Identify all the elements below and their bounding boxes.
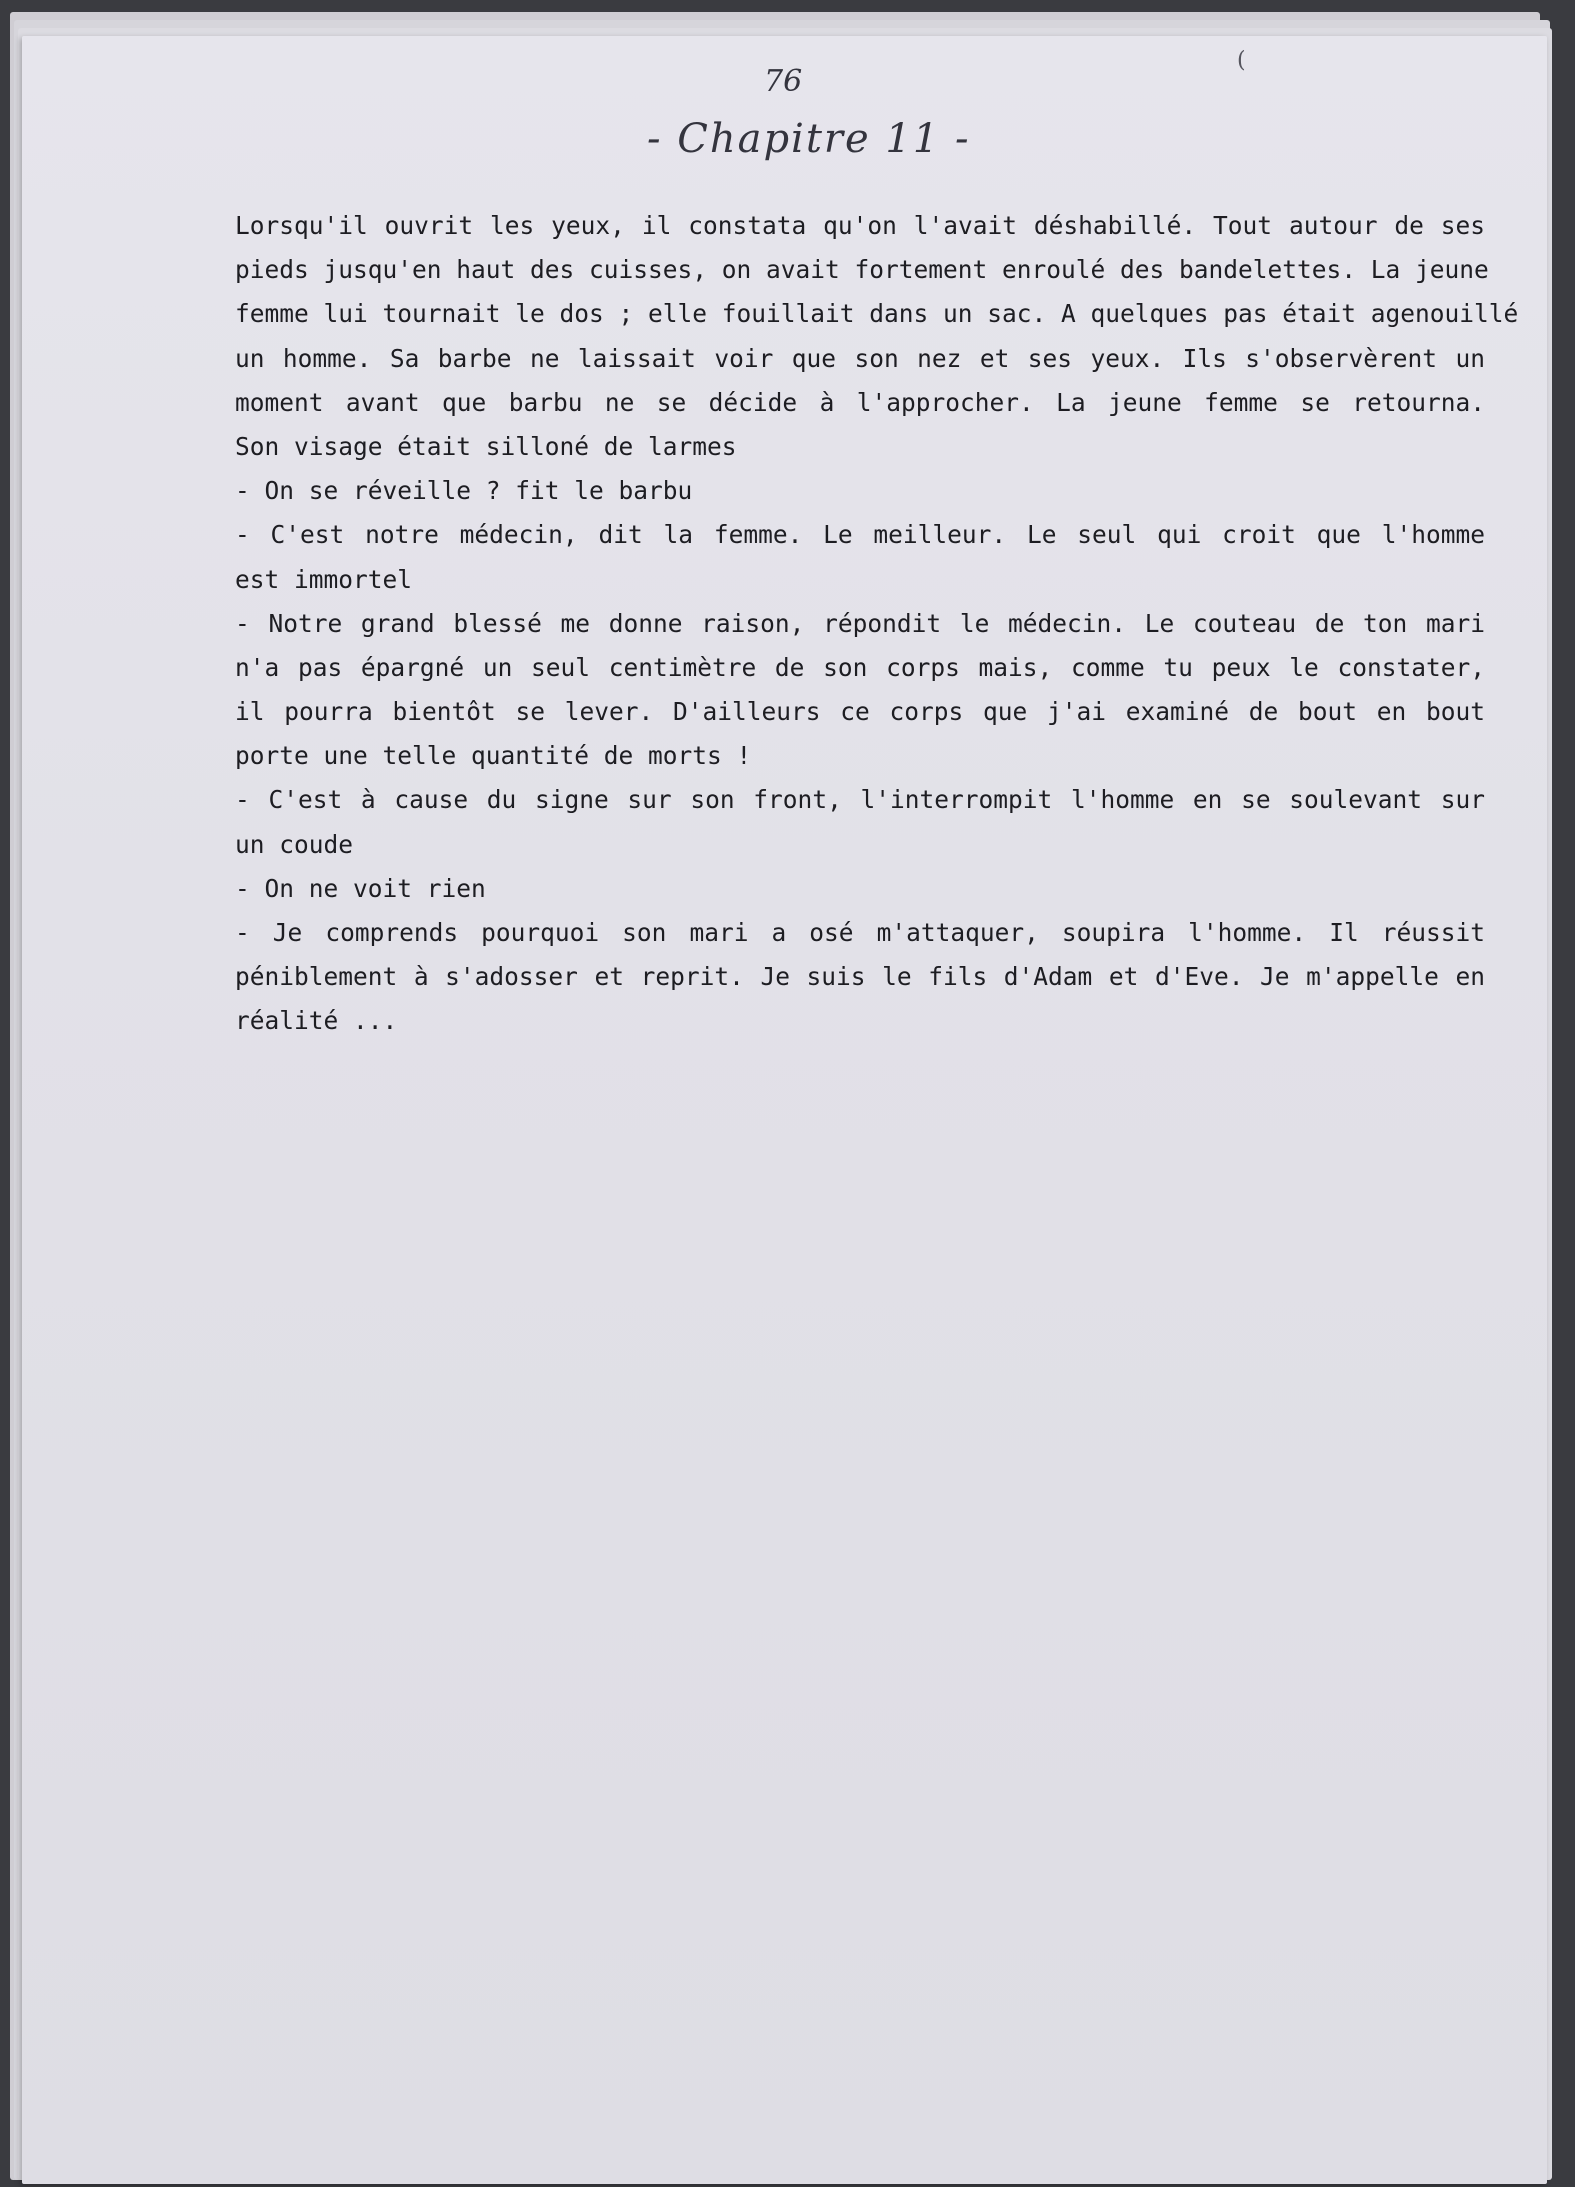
text-line: péniblement à s'adosser et reprit. Je suis le fils d'Adam et d'Eve. Je m'appelle en: [235, 962, 1485, 992]
text-line: - On se réveille ? fit le barbu: [235, 476, 693, 506]
text-line: - C'est à cause du signe sur son front, l'interrompit l'homme en se soulevant sur: [235, 785, 1485, 815]
text-line: femme lui tournait le dos ; elle fouillait dans un sac. A quelques pas était agenouillé: [235, 299, 1519, 329]
page-number: 76: [764, 64, 803, 99]
text-line: - On ne voit rien: [235, 873, 486, 903]
manuscript-page: [22, 36, 1547, 2184]
text-line: pieds jusqu'en haut des cuisses, on avait fortement enroulé des bandelettes. La jeune: [235, 255, 1489, 285]
chapter-heading: - Chapitre 11 -: [647, 116, 971, 162]
text-line: un coude: [235, 829, 354, 859]
text-line: Son visage était silloné de larmes: [235, 431, 737, 461]
text-line: un homme. Sa barbe ne laissait voir que son nez et ses yeux. Ils s'observèrent un: [235, 343, 1485, 373]
corner-mark: (: [1237, 48, 1246, 73]
text-line: moment avant que barbu ne se décide à l'approcher. La jeune femme se retourna.: [235, 387, 1485, 417]
text-line: Lorsqu'il ouvrit les yeux, il constata qu'on l'avait déshabillé. Tout autour de ses: [235, 211, 1485, 240]
text-line: porte une telle quantité de morts !: [235, 741, 752, 771]
text-line: est immortel: [235, 564, 413, 594]
text-line: réalité ...: [235, 1006, 398, 1036]
text-line: il pourra bientôt se lever. D'ailleurs ce corps que j'ai examiné de bout en bout: [235, 697, 1485, 727]
text-line: - Notre grand blessé me donne raison, répondit le médecin. Le couteau de ton mari: [235, 608, 1485, 638]
typed-text-block: [235, 204, 1519, 1044]
text-line: - C'est notre médecin, dit la femme. Le meilleur. Le seul qui croit que l'homme: [235, 520, 1485, 550]
text-line: n'a pas épargné un seul centimètre de son corps mais, comme tu peux le constater,: [235, 652, 1485, 682]
text-line: - Je comprends pourquoi son mari a osé m'attaquer, soupira l'homme. Il réussit: [235, 918, 1485, 947]
